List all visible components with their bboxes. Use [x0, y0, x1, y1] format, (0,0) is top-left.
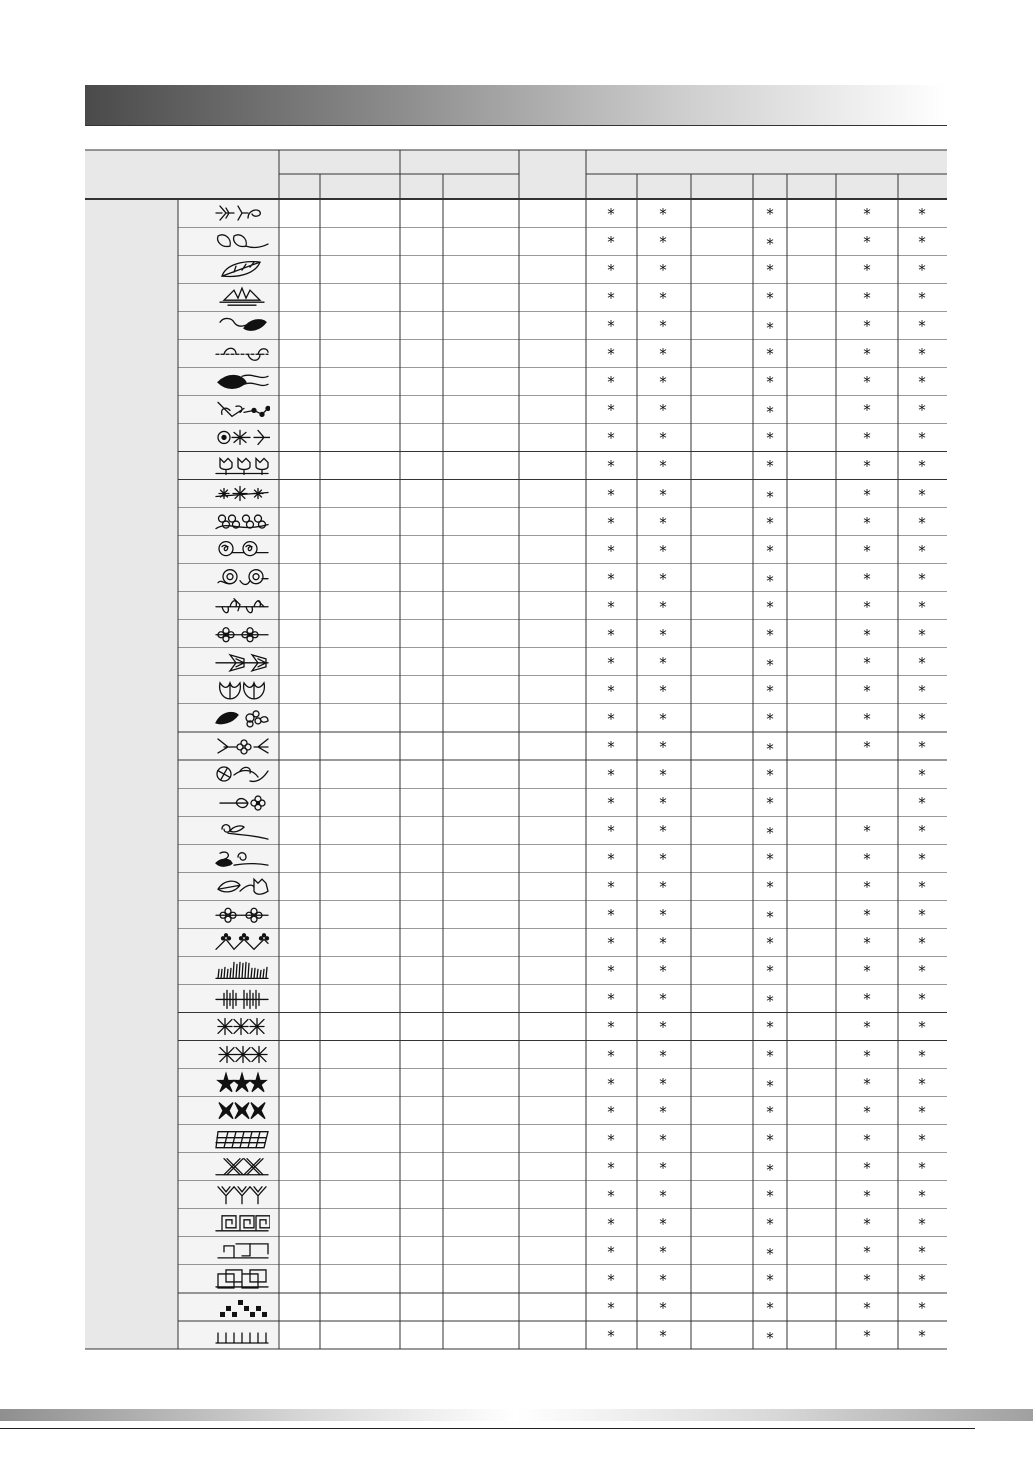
- support-mark: *: [863, 317, 871, 336]
- support-mark: *: [659, 681, 667, 700]
- support-mark: *: [607, 962, 615, 981]
- support-mark: *: [918, 850, 926, 869]
- support-mark: *: [863, 1242, 871, 1261]
- support-mark: *: [766, 625, 774, 644]
- support-mark: *: [659, 1270, 667, 1289]
- support-mark: *: [918, 962, 926, 981]
- support-mark: *: [607, 934, 615, 953]
- support-mark: *: [607, 737, 615, 756]
- support-mark: *: [607, 205, 615, 224]
- support-mark: *: [659, 1158, 667, 1177]
- support-mark: *: [766, 962, 774, 981]
- support-mark: *: [863, 597, 871, 616]
- support-mark: *: [863, 457, 871, 476]
- support-mark: *: [607, 457, 615, 476]
- footer-rule: [0, 1428, 975, 1429]
- support-mark: *: [659, 766, 667, 785]
- support-mark: *: [918, 1242, 926, 1261]
- support-mark: *: [659, 233, 667, 252]
- support-mark: *: [918, 934, 926, 953]
- support-mark: *: [766, 487, 774, 506]
- support-mark: *: [659, 345, 667, 364]
- support-mark: *: [863, 990, 871, 1009]
- support-mark: *: [766, 319, 774, 338]
- support-mark: *: [766, 655, 774, 674]
- support-mark: *: [659, 1074, 667, 1093]
- support-mark: *: [607, 1130, 615, 1149]
- support-mark: *: [607, 709, 615, 728]
- support-mark: *: [918, 233, 926, 252]
- support-mark: *: [766, 709, 774, 728]
- support-mark: *: [607, 1018, 615, 1037]
- support-mark: *: [766, 681, 774, 700]
- support-mark: *: [659, 485, 667, 504]
- support-mark: *: [918, 990, 926, 1009]
- support-mark: *: [659, 429, 667, 448]
- support-mark: *: [607, 317, 615, 336]
- support-mark: *: [766, 1214, 774, 1233]
- support-mark: *: [863, 513, 871, 532]
- support-mark: *: [918, 429, 926, 448]
- support-mark: *: [659, 569, 667, 588]
- support-mark: *: [607, 1242, 615, 1261]
- support-mark: *: [766, 597, 774, 616]
- support-mark: *: [863, 541, 871, 560]
- support-mark: *: [863, 1214, 871, 1233]
- support-mark: *: [863, 401, 871, 420]
- support-mark: *: [607, 345, 615, 364]
- support-mark: *: [863, 1018, 871, 1037]
- support-mark: *: [607, 261, 615, 280]
- support-mark: *: [918, 653, 926, 672]
- support-mark: *: [659, 1214, 667, 1233]
- support-mark: *: [607, 1074, 615, 1093]
- support-mark: *: [918, 906, 926, 925]
- support-mark: *: [918, 261, 926, 280]
- support-mark: *: [863, 934, 871, 953]
- support-mark: *: [766, 261, 774, 280]
- support-mark: *: [863, 205, 871, 224]
- support-mark: *: [918, 766, 926, 785]
- support-mark: *: [918, 625, 926, 644]
- support-mark: *: [766, 934, 774, 953]
- support-mark: *: [607, 541, 615, 560]
- support-mark: *: [918, 1298, 926, 1317]
- support-mark: *: [918, 541, 926, 560]
- support-mark: *: [659, 373, 667, 392]
- support-mark: *: [766, 571, 774, 590]
- support-mark: *: [863, 373, 871, 392]
- support-mark: *: [863, 822, 871, 841]
- category-shade: [85, 199, 178, 1349]
- support-mark: *: [659, 625, 667, 644]
- support-mark: *: [659, 709, 667, 728]
- support-mark: *: [766, 1046, 774, 1065]
- support-mark: *: [659, 653, 667, 672]
- support-mark: *: [766, 1076, 774, 1095]
- support-mark: *: [659, 822, 667, 841]
- support-mark: *: [918, 709, 926, 728]
- support-mark: *: [766, 457, 774, 476]
- support-mark: *: [766, 824, 774, 843]
- support-mark: *: [863, 1102, 871, 1121]
- support-mark: *: [659, 457, 667, 476]
- support-mark: *: [766, 1018, 774, 1037]
- support-mark: *: [766, 794, 774, 813]
- support-mark: *: [766, 1186, 774, 1205]
- support-mark: *: [918, 317, 926, 336]
- support-mark: *: [863, 345, 871, 364]
- support-mark: *: [766, 1270, 774, 1289]
- support-mark: *: [766, 908, 774, 927]
- support-mark: *: [607, 1214, 615, 1233]
- support-mark: *: [607, 653, 615, 672]
- support-mark: *: [918, 1270, 926, 1289]
- support-mark: *: [918, 1327, 926, 1346]
- support-mark: *: [607, 1046, 615, 1065]
- support-mark: *: [918, 1186, 926, 1205]
- support-mark: *: [863, 485, 871, 504]
- support-mark: *: [766, 1329, 774, 1348]
- footer-band: [0, 1409, 1033, 1421]
- support-mark: *: [607, 990, 615, 1009]
- support-mark: *: [863, 709, 871, 728]
- support-mark: *: [607, 401, 615, 420]
- header-shade: [85, 150, 947, 199]
- support-mark: *: [607, 906, 615, 925]
- support-mark: *: [863, 569, 871, 588]
- support-mark: *: [607, 1298, 615, 1317]
- support-mark: *: [659, 1130, 667, 1149]
- support-mark: *: [607, 429, 615, 448]
- support-mark: *: [607, 681, 615, 700]
- support-mark: *: [766, 1102, 774, 1121]
- support-mark: *: [607, 625, 615, 644]
- support-mark: *: [918, 569, 926, 588]
- support-mark: *: [863, 1158, 871, 1177]
- support-mark: *: [659, 1018, 667, 1037]
- support-mark: *: [607, 373, 615, 392]
- support-mark: *: [607, 485, 615, 504]
- support-mark: *: [766, 1160, 774, 1179]
- support-mark: *: [766, 541, 774, 560]
- support-mark: *: [918, 822, 926, 841]
- support-mark: *: [659, 1242, 667, 1261]
- support-mark: *: [766, 373, 774, 392]
- support-mark: *: [863, 878, 871, 897]
- pattern-column-shade: [178, 199, 279, 1349]
- support-mark: *: [766, 289, 774, 308]
- support-mark: *: [863, 289, 871, 308]
- support-mark: *: [766, 739, 774, 758]
- support-mark: *: [918, 345, 926, 364]
- support-mark: *: [918, 457, 926, 476]
- support-mark: *: [607, 289, 615, 308]
- support-mark: *: [863, 962, 871, 981]
- support-mark: *: [766, 850, 774, 869]
- support-mark: *: [607, 597, 615, 616]
- support-mark: *: [918, 1158, 926, 1177]
- support-mark: *: [863, 737, 871, 756]
- support-mark: *: [659, 317, 667, 336]
- support-mark: *: [659, 1186, 667, 1205]
- support-mark: *: [863, 1298, 871, 1317]
- support-mark: *: [863, 681, 871, 700]
- support-mark: *: [607, 850, 615, 869]
- support-mark: *: [659, 1298, 667, 1317]
- support-mark: *: [766, 403, 774, 422]
- support-mark: *: [659, 541, 667, 560]
- support-mark: *: [918, 1046, 926, 1065]
- support-mark: *: [659, 513, 667, 532]
- support-mark: *: [607, 766, 615, 785]
- support-mark: *: [659, 1102, 667, 1121]
- support-mark: *: [918, 1214, 926, 1233]
- support-mark: *: [918, 205, 926, 224]
- support-mark: *: [659, 962, 667, 981]
- support-mark: *: [607, 1158, 615, 1177]
- support-mark: *: [918, 794, 926, 813]
- snowflake-box-icon: [218, 1018, 264, 1034]
- support-mark: *: [918, 401, 926, 420]
- support-mark: *: [607, 822, 615, 841]
- support-mark: *: [918, 1102, 926, 1121]
- support-mark: *: [607, 1327, 615, 1346]
- support-mark: *: [766, 1130, 774, 1149]
- support-mark: *: [607, 569, 615, 588]
- support-mark: *: [607, 1102, 615, 1121]
- support-mark: *: [659, 906, 667, 925]
- support-mark: *: [659, 794, 667, 813]
- support-mark: *: [659, 737, 667, 756]
- support-mark: *: [918, 289, 926, 308]
- support-mark: *: [766, 205, 774, 224]
- support-mark: *: [863, 625, 871, 644]
- support-mark: *: [918, 1018, 926, 1037]
- support-mark: *: [659, 990, 667, 1009]
- support-mark: *: [918, 737, 926, 756]
- support-mark: *: [766, 345, 774, 364]
- support-mark: *: [659, 289, 667, 308]
- support-mark: *: [863, 1327, 871, 1346]
- support-mark: *: [863, 850, 871, 869]
- support-mark: *: [607, 1186, 615, 1205]
- support-mark: *: [766, 235, 774, 254]
- support-mark: *: [918, 681, 926, 700]
- support-mark: *: [918, 485, 926, 504]
- support-mark: *: [918, 597, 926, 616]
- support-mark: *: [659, 878, 667, 897]
- support-mark: *: [863, 261, 871, 280]
- support-mark: *: [863, 1074, 871, 1093]
- support-mark: *: [863, 1186, 871, 1205]
- support-mark: *: [863, 1046, 871, 1065]
- support-mark: *: [659, 1327, 667, 1346]
- support-mark: *: [863, 1130, 871, 1149]
- support-mark: *: [863, 653, 871, 672]
- support-mark: *: [766, 766, 774, 785]
- support-mark: *: [766, 513, 774, 532]
- support-mark: *: [766, 878, 774, 897]
- support-mark: *: [766, 1298, 774, 1317]
- support-mark: *: [918, 878, 926, 897]
- support-mark: *: [918, 1130, 926, 1149]
- support-mark: *: [659, 261, 667, 280]
- support-mark: *: [607, 794, 615, 813]
- support-mark: *: [863, 429, 871, 448]
- support-mark: *: [659, 401, 667, 420]
- support-mark: *: [863, 906, 871, 925]
- support-mark: *: [766, 429, 774, 448]
- support-mark: *: [766, 992, 774, 1011]
- support-mark: *: [863, 1270, 871, 1289]
- support-mark: *: [659, 1046, 667, 1065]
- support-mark: *: [659, 850, 667, 869]
- support-mark: *: [659, 934, 667, 953]
- support-mark: *: [659, 205, 667, 224]
- support-mark: *: [607, 233, 615, 252]
- support-mark: *: [863, 233, 871, 252]
- support-mark: *: [607, 878, 615, 897]
- support-mark: *: [659, 597, 667, 616]
- support-mark: *: [918, 1074, 926, 1093]
- support-mark: *: [607, 1270, 615, 1289]
- support-mark: *: [918, 513, 926, 532]
- support-mark: *: [918, 373, 926, 392]
- support-mark: *: [766, 1244, 774, 1263]
- support-mark: *: [607, 513, 615, 532]
